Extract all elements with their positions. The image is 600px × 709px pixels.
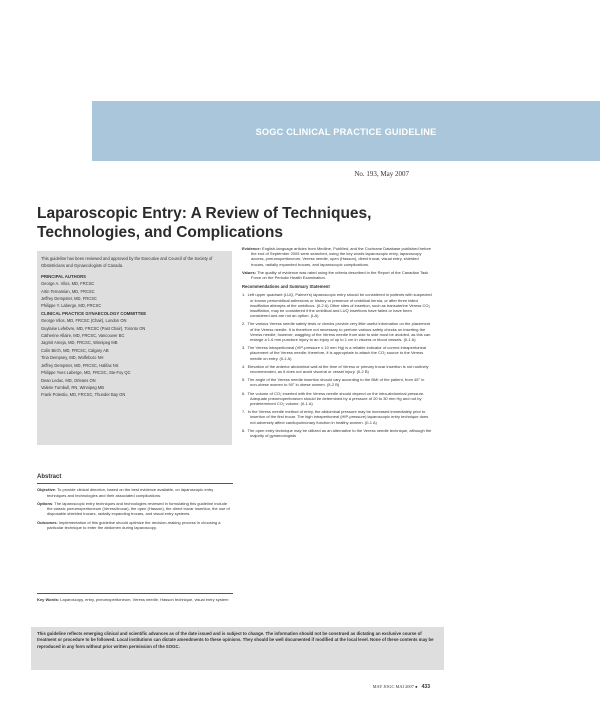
abstract-section (37, 475, 233, 533)
committee-member: Jeffrey Dempster, MD, FRCSC, Halifax NS (41, 362, 119, 368)
committee-member: Valerie Turnbull, RN, Winnipeg MB (41, 384, 104, 390)
options-text: The laparoscopic entry techniques and technologies reviewed in formulating this guideline include the classic pneumoperitoneum (Veress/trocar), the open (Hasson), the direct trocar insertion, the use of disposable shielded trocars, radially expanding trocars, and visual entry systems. (47, 500, 230, 517)
options-label: Options (37, 500, 53, 506)
committee-member: Tina Dempsey, MD, Wolfeboro NH (41, 355, 104, 361)
values-text: The quality of evidence was rated using the criteria described in the Report of the Canadian Task Force on the Periodic Health Examination. (251, 269, 429, 281)
banner-title: SOGC CLINICAL PRACTICE GUIDELINE (255, 127, 437, 137)
outcomes-text: Implementation of this guideline should optimize the decision-making process in choosing a particular technique to enter the abdomen during laparoscopy. (47, 519, 221, 531)
committee-member: Dean Leduc, MD, Orleans ON (41, 377, 96, 383)
outcomes-label: Outcomes (37, 519, 57, 525)
recommendation-item: 5. The angle of the Veress needle insertion should vary according to the BMI of the patient, from 45° in non-obese women to 90° in obese women. (II-2 B) (242, 377, 425, 388)
keywords-section (37, 593, 233, 604)
committee-member: Guylaine Lefebvre, MD, FRCSC (Past Chair), Toronto ON (41, 325, 146, 331)
values-label: Values: (242, 269, 257, 275)
abstract-outcomes: Outcomes: Implementation of this guideline should optimize the decision-making process in choosing a particular technique to enter the abdomen during laparoscopy. (37, 519, 221, 531)
recommendation-item: 7. In the Veress needle method of entry, the abdominal pressure may be increased immediately prior to insertion of the first trocar. The high intraperitoneal (HIP-pressure) laparoscopic entry technique does not adversely affect cardiopulmonary function in healthy women. (II-1 A) (242, 409, 429, 425)
abstract-options: Options: The laparoscopic entry techniques and technologies reviewed in formulating this guideline include the classic pneumoperitoneum (Veress/trocar), the open (Hasson), the direct trocar insertion, the use of disposable shielded trocars, radially expanding trocars, and visual entry systems. (37, 500, 230, 517)
evidence-text: English-language articles from Medline, PubMed, and the Cochrane Database published before the end of September 2005 were searched, using the key words laparoscopic entry, laparoscopy access, pneumoperitoneum, Veress needle, open (Hasson), direct trocar, visual entry, shielded trocars, radially expanded trocars, and laparoscopic complications. (251, 246, 432, 267)
recommendation-item: 2. The various Veress needle safety tests or checks provide very little useful information on the placement of the Veress needle. It is therefore not necessary to perform various safety checks on inserting the Veress needle; however, waggling of the Veress needle from side to side must be avoided, as this can enlarge a 1.6 mm puncture injury to an injury of up to 1 cm in viscera or blood vessels. (II-1 A) (242, 321, 431, 343)
committee-member: Catherine Allaire, MD, FRCSC, Vancouver BC (41, 333, 125, 339)
committee-member: Frank Potestio, MD, FRCSC, Thunder Bay ON (41, 392, 126, 398)
abstract-objective: Objective: To provide clinical direction, based on the best evidence available, on laparoscopic entry techniques and technologies and their associated complications. (37, 487, 214, 498)
author-name: Philippe Y. Laberge, MD, FRCSC (41, 303, 102, 309)
principal-authors-heading: PRINCIPAL AUTHORS (41, 273, 87, 279)
disclaimer-notice: This guideline reflects emerging clinical and scientific advances as of the date issued and is subject to change. The information should not be construed as dictating an exclusive course of treatment or procedure to be followed. Local institutions can dictate amendments to these opinions. They should be well documented if modified at the local level. None of these contents may be reproduced in any form without prior written permission of the SOGC. (31, 627, 444, 670)
recommendation-item: 6. The volume of CO₂ inserted with the Veress needle should depend on the intra-abdominal pressure. Adequate pneumoperitoneum should be determined by a pressure of 20 to 30 mm Hg and not by predetermined CO₂ volume. (II-1 A) (242, 390, 425, 407)
abstract-heading: Abstract (37, 474, 62, 480)
recommendations-heading: Recommendations and Summary Statement (242, 284, 330, 290)
issue-number: No. 193, May 2007 (354, 170, 409, 178)
journal-footer-text: MAY JOGC MAI 2007 ● (372, 684, 418, 689)
committee-member: Colin Birch, MD, FRCSC, Calgary AB (41, 347, 109, 353)
authors-box (37, 251, 232, 445)
recommendation-item: 3. The Veress intraperitoneal (VIP-pressure ≤ 10 mm Hg) is a reliable indicator of correct intraperitoneal placement of the Veress needle; therefore, it is appropriate to attach the CO₂ source to the Veress needle on entry. (II-1 A) (242, 345, 426, 361)
recommendation-item: 4. Elevation of the anterior abdominal wall at the time of Veress or primary trocar insertion is not routinely recommended, as it does not avoid visceral or vessel injury. (II-2 B) (242, 363, 429, 375)
author-name: Jeffrey Dempster, MD, FRCSC (41, 296, 97, 302)
recommendation-item: 8. The open entry technique may be utilized as an alternative to the Veress needle technique, although the majority of gynaecologists (242, 427, 432, 439)
right-column (242, 246, 432, 441)
committee-member: Philippe Yves Laberge, MD, FRCSC, Ste-Foy QC (41, 370, 131, 376)
objective-label: Objective (37, 487, 56, 493)
abstract-divider (37, 483, 233, 484)
recommendation-item: 1. Left upper quadrant (LUQ, Palmer's) laparoscopic entry should be considered in patients with suspected or known periumbilical adhesions or history or presence of umbilical hernia, or after three failed insufflation attempts at the umbilicus. (II-2 A) Other sites of insertion, such as transuterine Veress CO₂ insufflation, may be considered if the umbilical and LUQ insertions have failed or have been considered and are not an option. (I-A) (242, 292, 432, 319)
approval-statement: This guideline has been reviewed and approved by the Executive and Council of the Society of Obstetricians and Gynaecologists of Canada. (41, 256, 213, 269)
keywords-label: Key Words: (37, 597, 60, 602)
values-paragraph (242, 270, 432, 280)
article-title: Laparoscopic Entry: A Review of Techniques, Technologies, and Complications (37, 205, 372, 241)
page-footer (373, 684, 430, 690)
committee-heading: CLINICAL PRACTICE GYNAECOLOGY COMMITTEE (41, 310, 147, 316)
committee-member: George Vilos, MD, FRCSC (Chair), London ON (41, 318, 127, 324)
author-name: Artin Ternamian, MD, FRCSC (41, 288, 95, 294)
committee-member: Jagmit Arneja, MD, FRCSC, Winnipeg MB (41, 340, 118, 346)
evidence-paragraph (242, 246, 432, 267)
keywords-text: Laparoscopy, entry, pneumoperitoneum, Veress needle, Hasson technique, visual entry system (60, 597, 229, 602)
author-name: George A. Vilos, MD, FRCSC (41, 281, 95, 287)
evidence-label: Evidence: (242, 246, 261, 251)
page-number: 433 (421, 684, 430, 690)
objective-text: To provide clinical direction, based on the best evidence available, on laparoscopic entry techniques and technologies and their associated complications. (47, 487, 214, 498)
guideline-banner (92, 101, 600, 161)
